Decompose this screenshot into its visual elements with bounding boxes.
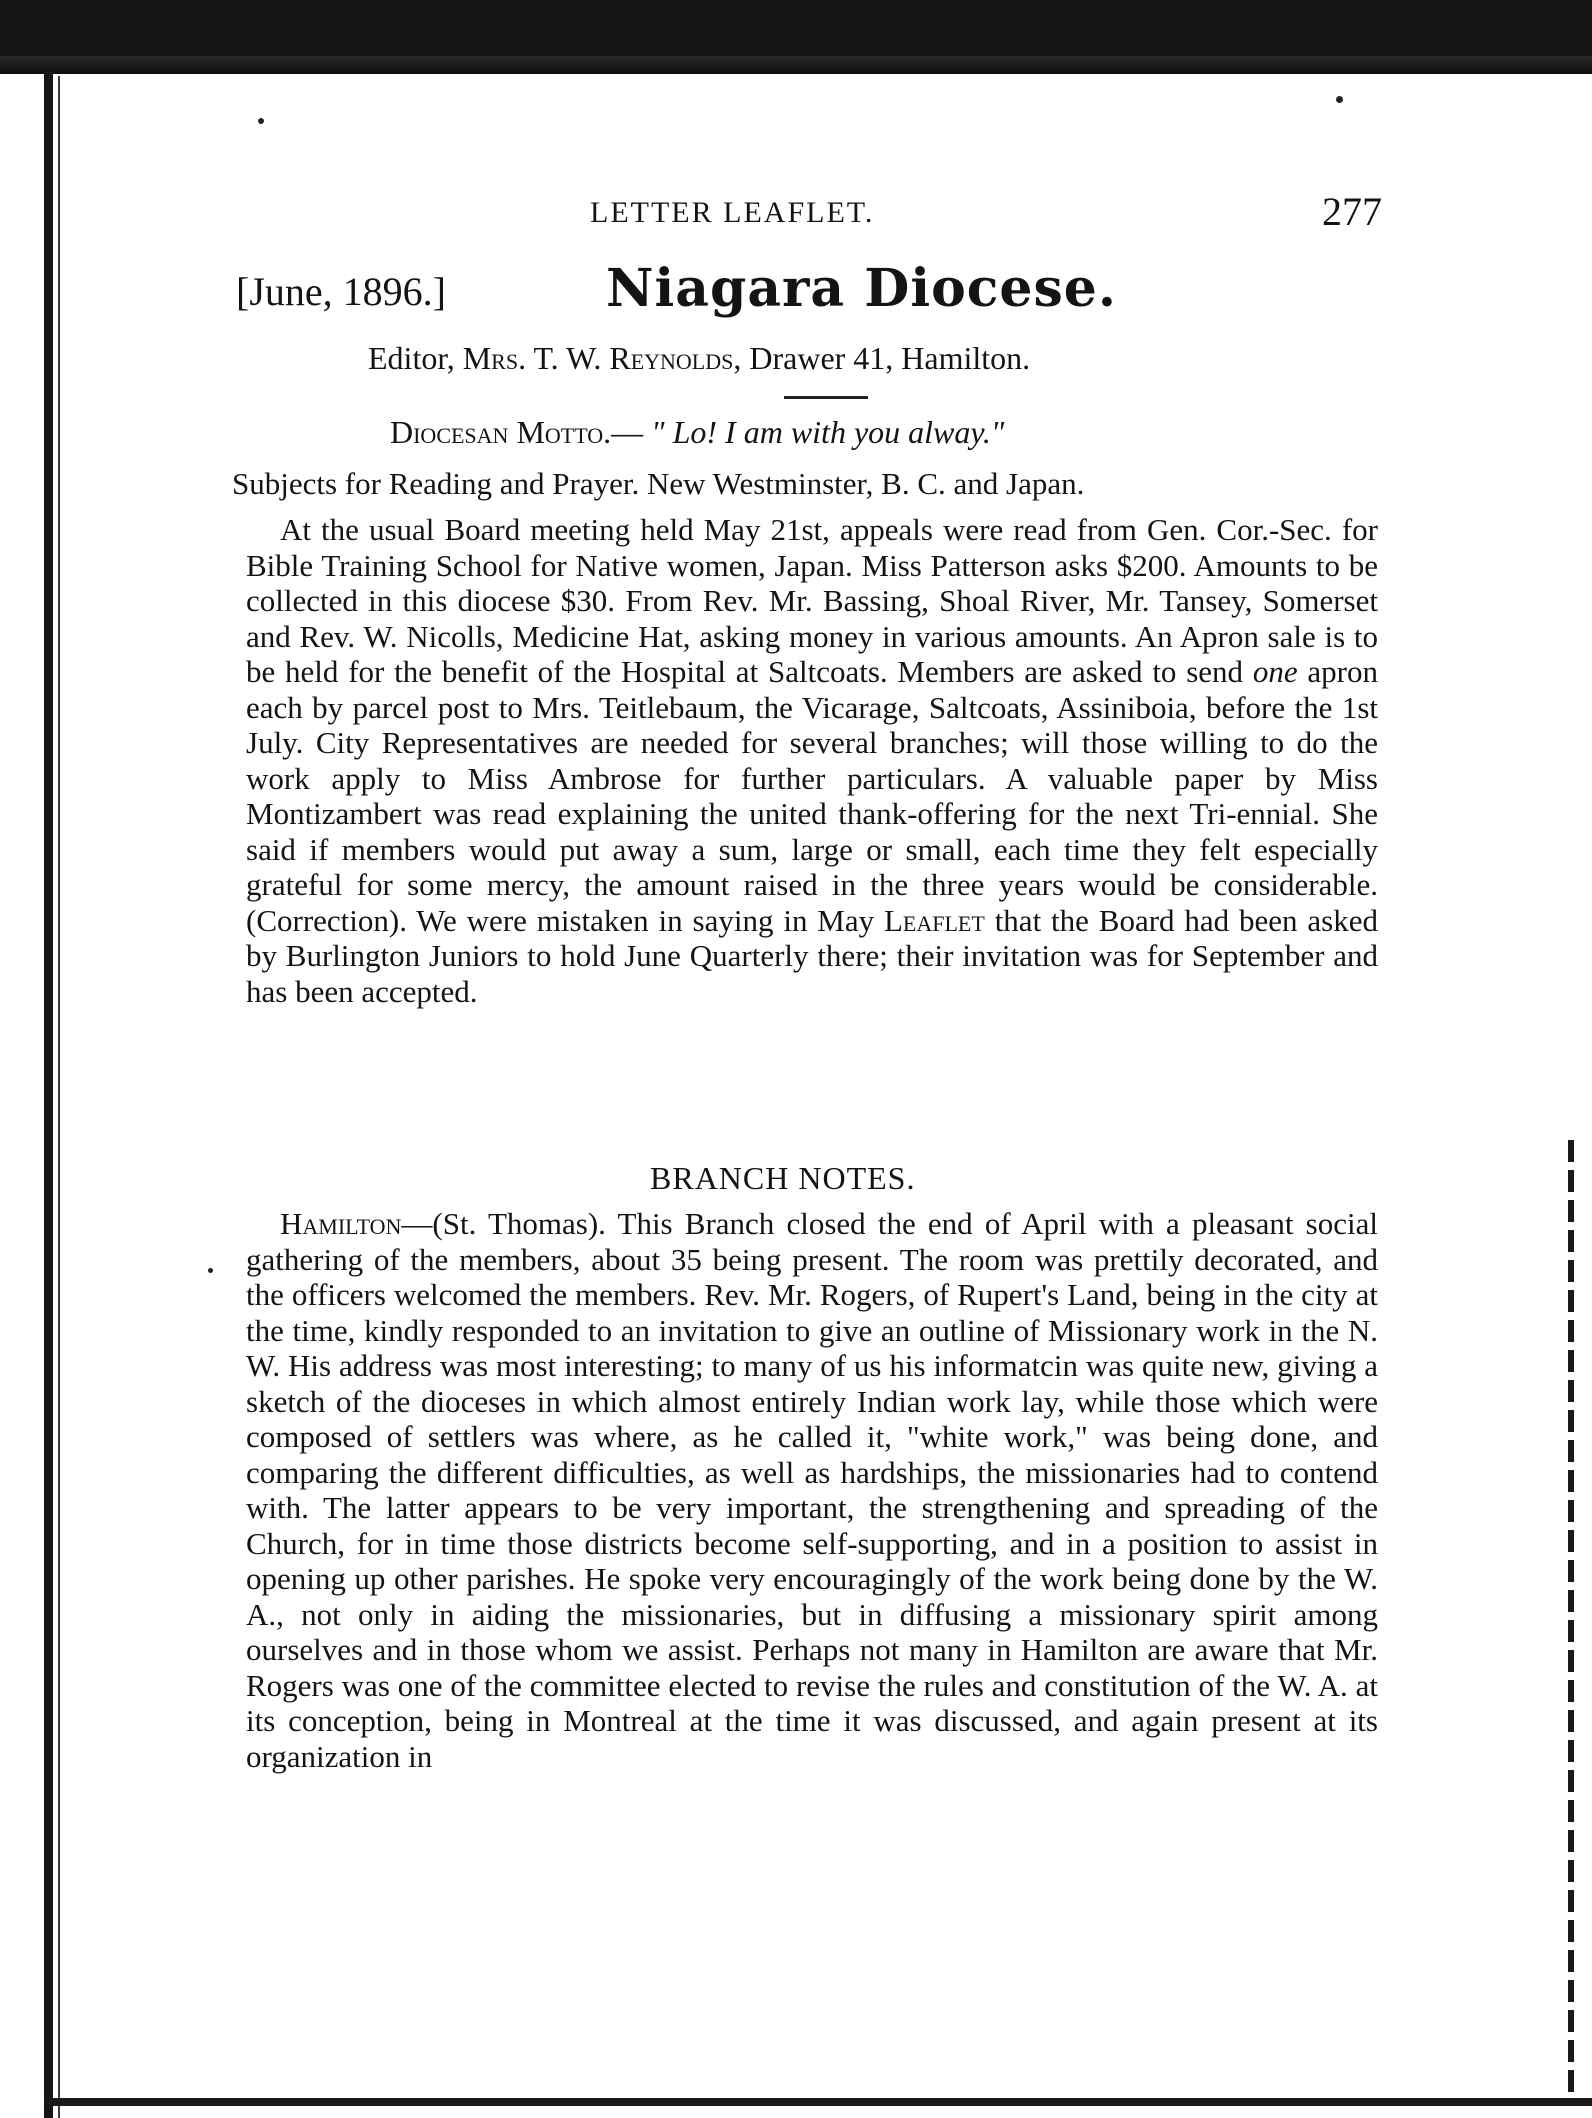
scan-speck bbox=[258, 118, 264, 124]
paragraph-text: apron each by parcel post to Mrs. Teitlebaum, the Vicarage, Saltcoats, Assiniboia, before the 1st July. City Representatives are needed for several branches; will those willing to do the work apply to Miss Ambrose for further particulars. A valuable paper by Miss Montizambert was read explaining the united thank-offering for the next Tri-ennial. She said if members would put away a sum, large or small, each time they felt especially grateful for some mercy, the amount raised in the three years would be considerable. (Correction). We were mistaken in saying in May bbox=[246, 654, 1378, 938]
scan-top-border bbox=[0, 0, 1592, 74]
diocesan-motto bbox=[390, 414, 1004, 451]
title-row bbox=[0, 258, 1592, 330]
branch-place: Hamilton bbox=[280, 1206, 402, 1241]
editor-name: Mrs. T. W. Reynolds, bbox=[462, 340, 742, 376]
motto-quote: " Lo! I am with you alway." bbox=[651, 414, 1005, 450]
dateline: [June, 1896.] bbox=[236, 269, 446, 314]
scan-speck bbox=[208, 1268, 213, 1273]
paragraph-text: —(St. Thomas). This Branch closed the end of April with a pleasant social gathering of the members, about 35 being present. The room was prettily decorated, and the officers welcomed the members. Rev. Mr. Rogers, of Rupert's Land, being in the city at the time, kindly responded to an invitation to give an outline of Missionary work in the N. W. His address was most interesting; to many of us his informatcin was quite new, giving a sketch of the dioceses in which almost entirely Indian work lay, while those which were composed of settlers was where, as he called it, "white work," was being done, and comparing the different difficulties, as well as hardships, the missionaries had to contend with. The latter appears to be very important, the strengthening and spreading of the Church, for in time those districts become self-supporting, and in a position to assist in opening up other parishes. He spoke very encouragingly of the work being done by the W. A., not only in aiding the missionaries, but in diffusing a missionary spirit among ourselves and in those whom we assist. Perhaps not many in Hamilton are aware that Mr. Rogers was one of the committee elected to revise the rules and constitution of the W. A. at its conception, being in Montreal at the time it was discussed, and again present at its organization in bbox=[246, 1206, 1378, 1774]
page-header bbox=[0, 189, 1592, 246]
scan-right-edge-marks bbox=[1568, 1140, 1574, 2100]
paragraph-text: that the Board had been asked by Burlington Juniors to hold June Quarterly there; their invitation was for September and has been accepted. bbox=[246, 902, 1378, 1009]
diocese-title: Niagara Diocese. bbox=[606, 258, 1117, 319]
scan-left-border-inner bbox=[58, 76, 60, 2118]
leaflet-word: Leaflet bbox=[884, 902, 985, 938]
scan-left-border bbox=[44, 70, 53, 2118]
editor-line bbox=[368, 340, 1030, 377]
section-rule bbox=[784, 396, 868, 399]
page-number: 277 bbox=[1322, 189, 1382, 234]
hamilton-branch-paragraph bbox=[246, 1206, 1378, 1774]
editor-address: Drawer 41, Hamilton. bbox=[749, 340, 1031, 376]
scan-bottom-border bbox=[44, 2098, 1592, 2106]
emphasis-one: one bbox=[1252, 654, 1298, 689]
paragraph-text: At the usual Board meeting held May 21st, appeals were read from Gen. Cor.-Sec. for Bible Training School for Native women, Japan. Miss Patterson asks $200. Amounts to be collected in this diocese $30. From Rev. Mr. Bassing, Shoal River, Mr. Tansey, Somerset and Rev. W. Nicolls, Medicine Hat, asking money in various amounts. An Apron sale is to be held for the benefit of the Hospital at Saltcoats. Members are asked to send bbox=[246, 512, 1378, 689]
motto-label: Diocesan Motto.— bbox=[390, 414, 644, 450]
running-head: LETTER LEAFLET. bbox=[590, 196, 875, 229]
branch-notes-heading: BRANCH NOTES. bbox=[650, 1160, 916, 1196]
editor-label: Editor, bbox=[368, 340, 455, 376]
scan-speck bbox=[1336, 96, 1343, 103]
subjects-line: Subjects for Reading and Prayer. New Westminster, B. C. and Japan. bbox=[232, 466, 1085, 501]
board-meeting-paragraph bbox=[246, 512, 1378, 1009]
